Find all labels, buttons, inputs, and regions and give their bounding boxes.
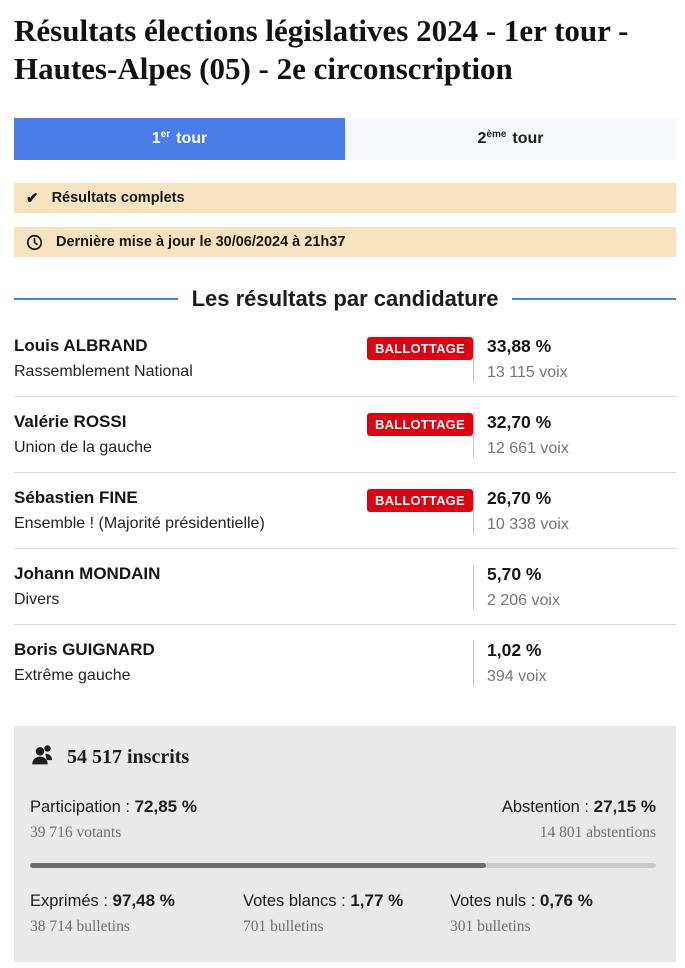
candidate-party: Extrême gauche	[14, 667, 131, 684]
tab-second-round[interactable]	[345, 118, 676, 160]
exprimes-detail: 38 714 bulletins	[30, 918, 130, 935]
tab-second-round-label: 2ème tour	[477, 128, 544, 147]
last-update-banner	[14, 227, 676, 257]
candidate-party: Divers	[14, 591, 60, 608]
candidate-votes: 10 338 voix	[487, 516, 569, 533]
candidate-identity	[14, 412, 367, 457]
candidate-percent: 26,70 %	[487, 488, 552, 508]
candidate-percent: 33,88 %	[487, 336, 552, 356]
participation-progress-bar	[30, 863, 656, 868]
candidate-row	[14, 397, 676, 473]
results-complete-banner	[14, 183, 676, 213]
tab-first-round[interactable]	[14, 118, 345, 160]
candidate-percent: 32,70 %	[487, 412, 552, 432]
ballottage-badge: BALLOTTAGE	[367, 489, 473, 512]
exprimes-stat	[30, 891, 243, 936]
candidate-name: Johann MONDAIN	[14, 564, 161, 583]
candidate-list	[14, 321, 676, 700]
candidate-party: Rassemblement National	[14, 363, 193, 380]
votes-blancs-line: Votes blancs : 1,77 %	[243, 891, 404, 910]
last-update-text: Dernière mise à jour le 30/06/2024 à 21h37	[56, 234, 346, 250]
candidate-result	[473, 488, 676, 534]
candidate-identity	[14, 336, 367, 381]
candidate-badge-zone	[367, 564, 473, 583]
candidate-result	[473, 412, 676, 458]
results-section-header	[14, 286, 676, 312]
votes-nuls-line: Votes nuls : 0,76 %	[450, 891, 593, 910]
candidate-percent: 5,70 %	[487, 564, 542, 584]
voters-icon	[30, 742, 57, 773]
participation-stat	[30, 797, 197, 842]
candidate-party: Ensemble ! (Majorité présidentielle)	[14, 515, 265, 532]
section-heading: Les résultats par candidature	[191, 286, 499, 311]
abstention-stat	[502, 797, 656, 842]
participation-progress-fill	[30, 863, 486, 868]
round-tabs	[14, 118, 676, 160]
ballottage-badge: BALLOTTAGE	[367, 413, 473, 436]
candidate-votes: 394 voix	[487, 668, 547, 685]
candidate-votes: 13 115 voix	[487, 364, 568, 381]
abstention-line: Abstention : 27,15 %	[501, 797, 656, 816]
ballots-row	[30, 891, 656, 936]
votants-detail: 39 716 votants	[30, 824, 122, 841]
registered-voters	[30, 742, 656, 773]
tab-first-round-label: 1er tour	[151, 128, 208, 147]
registered-voters-text: 54 517 inscrits	[67, 746, 190, 768]
turnout-panel	[14, 726, 676, 962]
votes-blancs-stat	[243, 891, 450, 936]
candidate-row	[14, 321, 676, 397]
candidate-percent: 1,02 %	[487, 640, 542, 660]
votes-nuls-detail: 301 bulletins	[450, 918, 531, 935]
candidate-result	[473, 336, 676, 382]
candidate-badge-zone	[367, 336, 473, 360]
heading-rule-left	[14, 298, 178, 300]
abstentions-detail: 14 801 abstentions	[539, 824, 656, 841]
candidate-name: Valérie ROSSI	[14, 412, 127, 431]
results-complete-text: Résultats complets	[51, 190, 185, 206]
candidate-result	[473, 564, 676, 610]
ballottage-badge: BALLOTTAGE	[367, 337, 473, 360]
candidate-badge-zone	[367, 488, 473, 512]
candidate-badge-zone	[367, 412, 473, 436]
candidate-row	[14, 549, 676, 625]
candidate-name: Boris GUIGNARD	[14, 640, 155, 659]
candidate-identity	[14, 640, 367, 685]
participation-row	[30, 797, 656, 842]
votes-nuls-stat	[450, 891, 656, 936]
candidate-badge-zone	[367, 640, 473, 659]
exprimes-line: Exprimés : 97,48 %	[30, 891, 175, 910]
page-title: Résultats élections législatives 2024 - 1er tour - Hautes-Alpes (05) - 2e circonscription	[14, 13, 629, 86]
heading-rule-right	[512, 298, 676, 300]
candidate-row	[14, 625, 676, 700]
candidate-name: Sébastien FINE	[14, 488, 138, 507]
candidate-identity	[14, 564, 367, 609]
candidate-result	[473, 640, 676, 686]
candidate-party: Union de la gauche	[14, 439, 152, 456]
participation-line: Participation : 72,85 %	[30, 797, 197, 816]
candidate-identity	[14, 488, 367, 533]
candidate-name: Louis ALBRAND	[14, 336, 148, 355]
votes-blancs-detail: 701 bulletins	[243, 918, 324, 935]
candidate-votes: 12 661 voix	[487, 440, 569, 457]
check-icon: ✔	[26, 190, 39, 207]
candidate-row	[14, 473, 676, 549]
clock-icon	[26, 234, 43, 251]
candidate-votes: 2 206 voix	[487, 592, 560, 609]
